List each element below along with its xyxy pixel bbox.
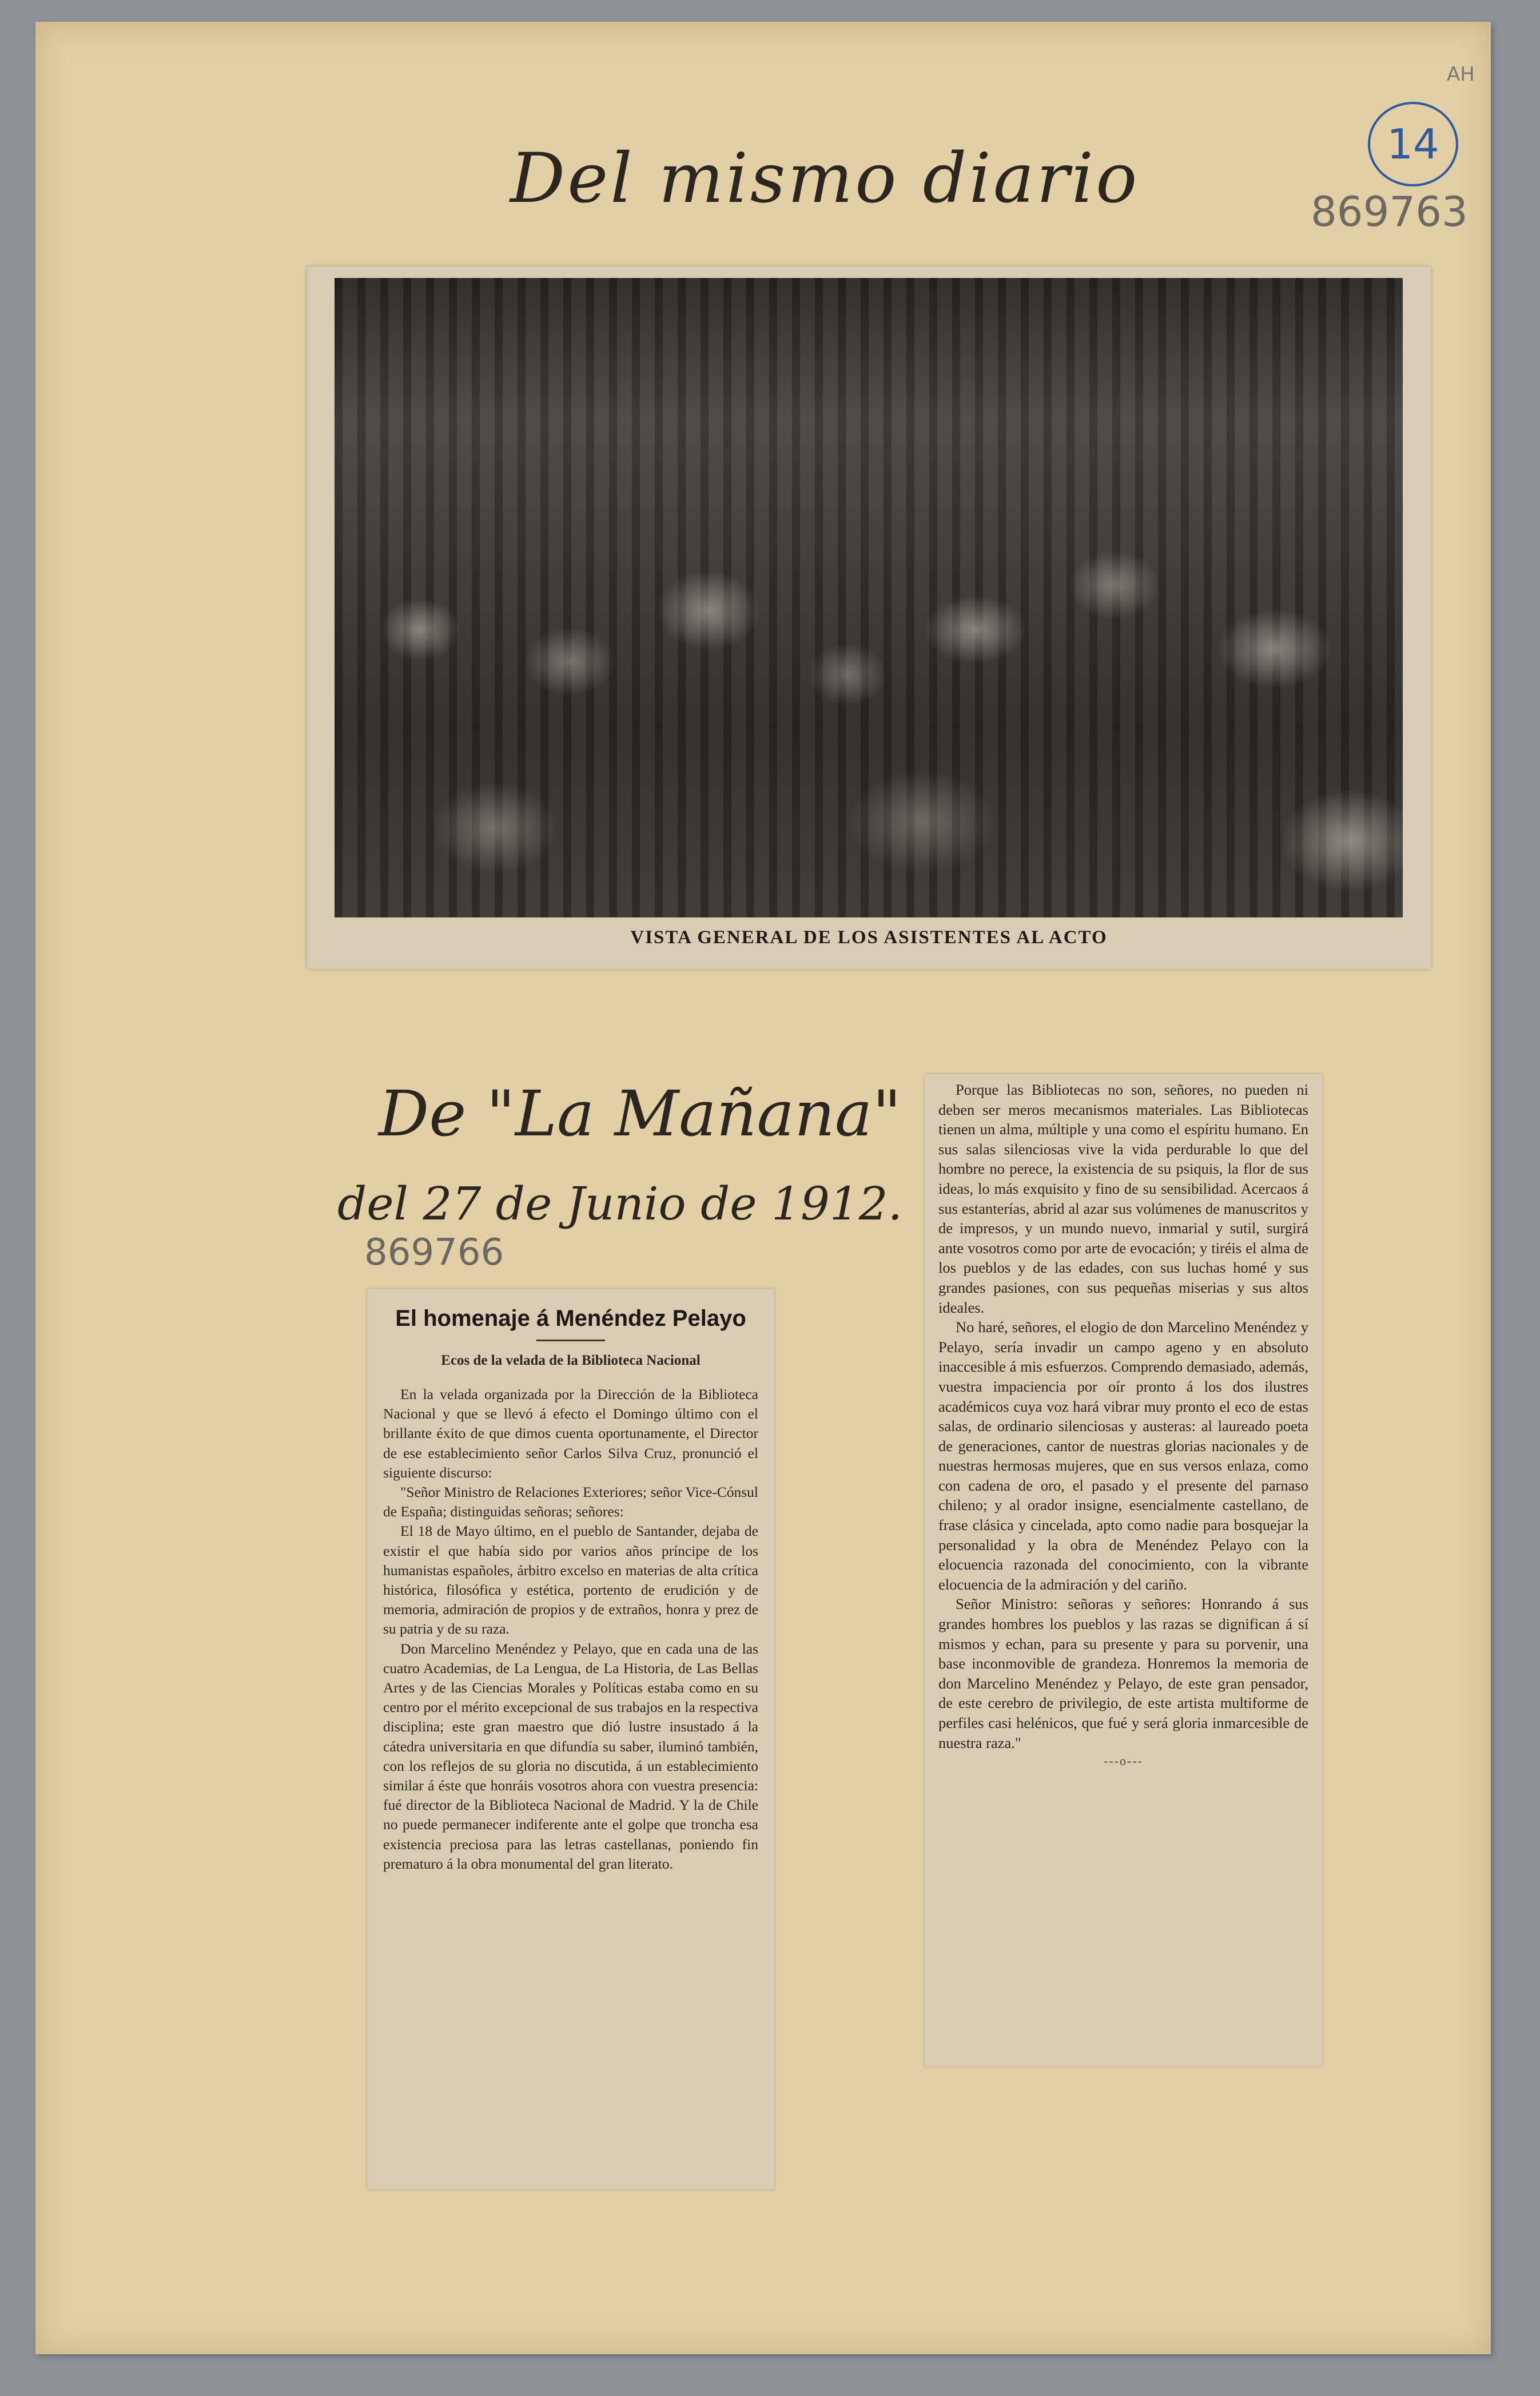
paragraph: El 18 de Mayo último, en el pueblo de Santander, dejaba de existir el que había sido por varios años príncipe de los humanistas españoles, árbitro excelso en materias de alta crítica histórica, filosófica y estética, portento de erudición y de memoria, admiración de propios y de extraños, honra y prez de su patria y de su raza. [383,1523,758,1638]
catalog-number-top: 869763 [1311,188,1468,236]
paragraph: "Señor Ministro de Relaciones Exteriores; señor Vice-Cónsul de España; distinguidas señoras; señores: [383,1484,758,1520]
crowd-photograph [335,278,1403,917]
headline-rule [536,1340,605,1341]
folio-number: 14 [1387,120,1439,168]
article-body-right [938,1080,1308,1753]
paragraph: Don Marcelino Menéndez y Pelayo, que en cada una de las cuatro Academias, de La Lengua, de La Historia, de Las Bellas Artes y de las Ciencias Morales y Políticas estaba como en su centro por el mérito excepcional de sus trabajos en la respectiva disciplina; este gran maestro que dió lustre insustado á la cátedra universitaria en que difundía su saber, iluminó también, con los reflejos de su gloria no discutida, á un establecimiento similar á éste que honráis vosotros ahora con vuestra presencia: fué director de la Biblioteca Nacional de Madrid. Y la de Chile no puede permanecer indiferente ante el golpe que troncha esa existencia preciosa para las letras castellanas, poniendo fin prematuro á la obra monumental del gran literato. [383,1640,758,1872]
handwritten-title: Del mismo diario [510,139,1140,218]
end-mark: ---o--- [1104,1754,1143,1769]
paragraph: En la velada organizada por la Dirección de la Biblioteca Nacional y que se llevó á efecto el Domingo último con el brillante éxito de que dimos cuenta oportunamente, el Director de ese establecimiento señor Carlos Silva Cruz, pronunció el siguiente discurso: [383,1386,758,1481]
handwritten-source: De "La Mañana" [379,1077,902,1150]
article-body-left [383,1385,758,1874]
article-subhead: Ecos de la velada de la Biblioteca Nacional [441,1353,701,1368]
photo-caption: VISTA GENERAL DE LOS ASISTENTES AL ACTO [630,927,1108,948]
article-headline: El homenaje á Menéndez Pelayo [395,1306,746,1331]
paragraph: No haré, señores, el elogio de don Marcelino Menéndez y Pelayo, sería invadir un campo ageno y en absoluto inaccesible á mis esfuerzos. Comprendo demasiado, además, vuestra impaciencia por oír pronto á los dos ilustres académicos cuya voz hará vibrar muy pronto el eco de estas salas, de ordinario silenciosas y austeras: al laureado poeta de generaciones, cantor de nuestras glorias nacionales y de nuestras hermosas mujeres, que en sus versos enlaza, como con cadena de oro, el pasado y el presente del parnaso chileno; y al orador insigne, esencialmente castellano, de frase clásica y cincelada, apto como nadie para bosquejar la personalidad y la obra de Menéndez Pelayo con la elocuencia razonada del conocimiento, con la vibrante elocuencia de la admiración y del cariño. [938,1318,1308,1593]
photo-clipping [307,267,1431,969]
article-clipping-left [367,1289,774,2190]
article-clipping-right [925,1074,1322,2067]
pencil-mark: AH [1447,63,1475,86]
folio-number-circle [1368,102,1458,186]
paragraph: Señor Ministro: señoras y señores: Honrando á sus grandes hombres los pueblos y las razas se dignifican á sí mismos y echan, para su presente y para su porvenir, una base inconmovible de grandeza. Honremos la memoria de don Marcelino Menéndez y Pelayo, de este gran pensador, de este cerebro de privilegio, de este artista multiforme de perfiles casi helénicos, que fué y será gloria inmarcesible de nuestra raza." [938,1595,1308,1751]
paragraph: Porque las Bibliotecas no son, señores, no pueden ni deben ser meros mecanismos materiales. Las Bibliotecas tienen un alma, múltiple y una como el espíritu humano. En sus salas silenciosas vive la vida perdurable lo que del hombre no perece, la existencia de su psiquis, la flor de sus ideas, lo más exquisito y fino de su sensibilidad. Acercaos á sus estanterías, abrid al azar sus volúmenes de manuscritos y de impresos, y un mundo nuevo, inmarial y sutil, surgirá ante vosotros como por arte de evocación; y tiréis el alma de los pueblos y de las edades, con sus luchas homé y sus grandes pasiones, con sus pequeñas miserias y sus altos ideales. [938,1081,1308,1316]
handwritten-date: del 27 de Junio de 1912. [337,1177,903,1230]
catalog-number-mid: 869766 [364,1231,504,1274]
album-page [35,22,1491,2354]
